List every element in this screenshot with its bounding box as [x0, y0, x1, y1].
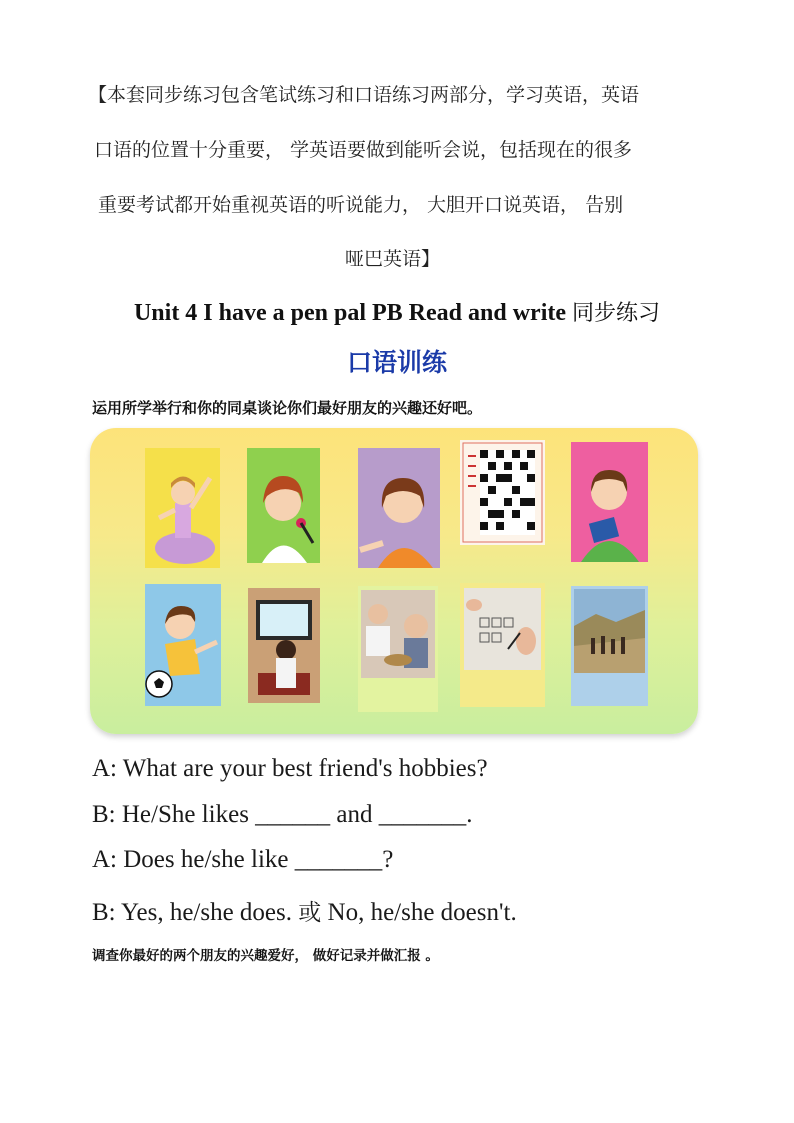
- intro-line-3: 重要考试都开始重视英语的听说能力， 大胆开口说英语， 告别: [98, 194, 624, 216]
- title-chinese: 同步练习: [572, 301, 661, 326]
- section-subtitle: 口语训练: [346, 348, 447, 377]
- dialog-line-4: [92, 894, 517, 927]
- crossword-picture: [460, 440, 545, 545]
- dialog-line-4-or: 或: [298, 900, 322, 926]
- page-title: [0, 296, 794, 327]
- dialog-line-4-yes: B: Yes, he/she does.: [92, 899, 299, 926]
- title-english: Unit 4 I have a pen pal PB Read and write: [133, 300, 573, 326]
- singing-girl-picture: [247, 448, 320, 563]
- dialog-line-1: A: What are your best friend's hobbies?: [92, 755, 488, 782]
- pointing-girl-picture: [358, 448, 440, 568]
- hobby-picture-board: [90, 428, 698, 734]
- intro-line-1: 【本套同步练习包含笔试练习和口语练习两部分，学习英语，英语: [88, 84, 640, 106]
- intro-line-2: 口语的位置十分重要， 学英语要做到能听会说，包括现在的很多: [94, 139, 633, 161]
- dialog-line-3: A: Does he/she like _______?: [92, 846, 394, 873]
- survey-instruction: 调查你最好的两个朋友的兴趣爱好， 做好记录并做汇报 。: [92, 948, 439, 964]
- intro-line-4: 哑巴英语】: [345, 248, 441, 270]
- watching-tv-picture: [248, 588, 320, 703]
- cooking-picture: [358, 586, 438, 712]
- reading-boy-picture: [571, 442, 648, 562]
- football-boy-picture: [145, 584, 221, 706]
- dialog-line-4-no: No, he/she doesn't.: [321, 899, 517, 926]
- instruction-text: 运用所学举行和你的同桌谈论你们最好朋友的兴趣还好吧。: [92, 399, 483, 417]
- dialog-line-2: B: He/She likes ______ and _______.: [92, 801, 473, 828]
- dancing-girl-picture: [145, 448, 220, 568]
- hiking-picture: [571, 586, 648, 706]
- writing-picture: [460, 583, 545, 707]
